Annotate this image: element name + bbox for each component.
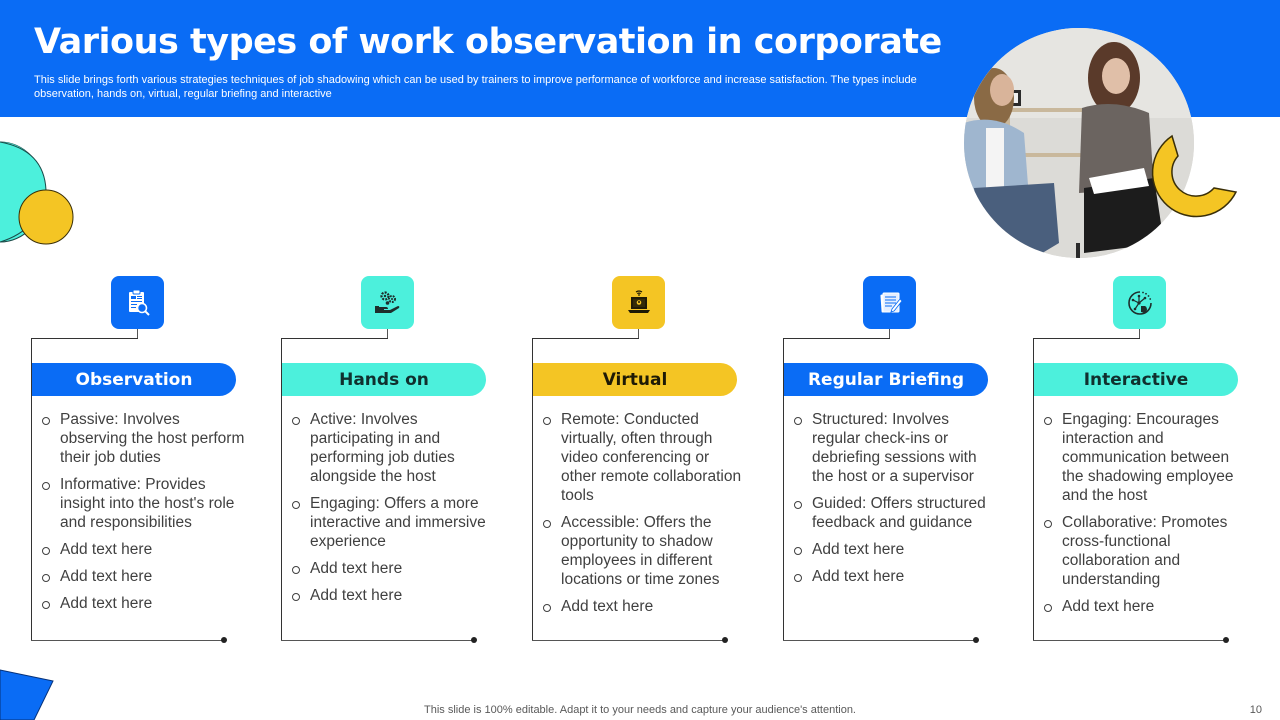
frame-end-dot: [221, 637, 227, 643]
bullet-item: Accessible: Offers the opportunity to shadow employees in different locations or time zones: [542, 513, 747, 589]
frame-line: [281, 640, 475, 641]
virtual-bullets: [542, 410, 747, 624]
interactive-icon-box: [1113, 276, 1166, 329]
page-title: Various types of work observation in corporate: [34, 22, 942, 62]
frame-line: [1033, 640, 1227, 641]
frame-end-dot: [1223, 637, 1229, 643]
page-subtitle: This slide brings forth various strategies techniques of job shadowing which can be used by trainers to improve performance of workforce and increase satisfaction. The types include observation, hands on, virtual, regular briefing and interactive: [34, 74, 917, 100]
bullet-item: Engaging: Encourages interaction and communication between the shadowing employee and the host: [1043, 410, 1253, 505]
virtual-title: Virtual: [533, 363, 737, 396]
virtual-icon-box: [612, 276, 665, 329]
connector: [783, 338, 890, 339]
regular-briefing-bullets: [793, 410, 998, 594]
connector: [31, 338, 138, 339]
bullet-item: Add text here: [1043, 597, 1253, 616]
frame-end-dot: [722, 637, 728, 643]
bullet-item: Add text here: [542, 597, 747, 616]
bullet-item: Engaging: Offers a more interactive and immersive experience: [291, 494, 496, 551]
frame-line: [783, 640, 977, 641]
observation-title: Observation: [32, 363, 236, 396]
frame-end-dot: [973, 637, 979, 643]
interactive-title: Interactive: [1034, 363, 1238, 396]
bullet-item: Remote: Conducted virtually, often through video conferencing or other remote collaboration tools: [542, 410, 747, 505]
column-virtual: [532, 276, 762, 648]
laptop-wifi-icon: [623, 287, 655, 319]
frame-line: [31, 640, 225, 641]
regular-briefing-icon-box: [863, 276, 916, 329]
column-hands-on: [281, 276, 511, 648]
column-observation: [31, 276, 261, 648]
bullet-item: Structured: Involves regular check-ins or debriefing sessions with the host or a supervisor: [793, 410, 998, 486]
bullet-item: Collaborative: Promotes cross-functional collaboration and understanding: [1043, 513, 1253, 589]
bullet-item: Add text here: [793, 540, 998, 559]
bullet-item: Add text here: [41, 594, 246, 613]
regular-briefing-title: Regular Briefing: [784, 363, 988, 396]
footer-note: This slide is 100% editable. Adapt it to your needs and capture your audience's attention.: [424, 704, 856, 716]
connector: [281, 338, 388, 339]
bullet-item: Add text here: [793, 567, 998, 586]
clipboard-search-icon: [122, 287, 154, 319]
column-interactive: [1033, 276, 1263, 648]
column-regular-briefing: [783, 276, 1013, 648]
hand-gears-icon: [372, 287, 404, 319]
hands-on-icon-box: [361, 276, 414, 329]
hands-on-bullets: [291, 410, 496, 613]
document-pen-icon: [874, 287, 906, 319]
observation-icon-box: [111, 276, 164, 329]
decorative-left-shapes: [0, 140, 80, 250]
bullet-item: Passive: Involves observing the host perform their job duties: [41, 410, 246, 467]
bullet-item: Add text here: [291, 586, 496, 605]
bullet-item: Add text here: [41, 567, 246, 586]
frame-line: [532, 640, 726, 641]
connector: [532, 338, 639, 339]
bullet-item: Informative: Provides insight into the host's role and responsibilities: [41, 475, 246, 532]
network-touch-icon: [1124, 287, 1156, 319]
observation-bullets: [41, 410, 246, 621]
bullet-item: Add text here: [41, 540, 246, 559]
page-number: 10: [1249, 704, 1262, 716]
decorative-yellow-ring: [1138, 134, 1242, 226]
interactive-bullets: [1043, 410, 1253, 624]
bullet-item: Add text here: [291, 559, 496, 578]
bullet-item: Guided: Offers structured feedback and guidance: [793, 494, 998, 532]
frame-end-dot: [471, 637, 477, 643]
bullet-item: Active: Involves participating in and performing job duties alongside the host: [291, 410, 496, 486]
hands-on-title: Hands on: [282, 363, 486, 396]
connector: [1033, 338, 1140, 339]
